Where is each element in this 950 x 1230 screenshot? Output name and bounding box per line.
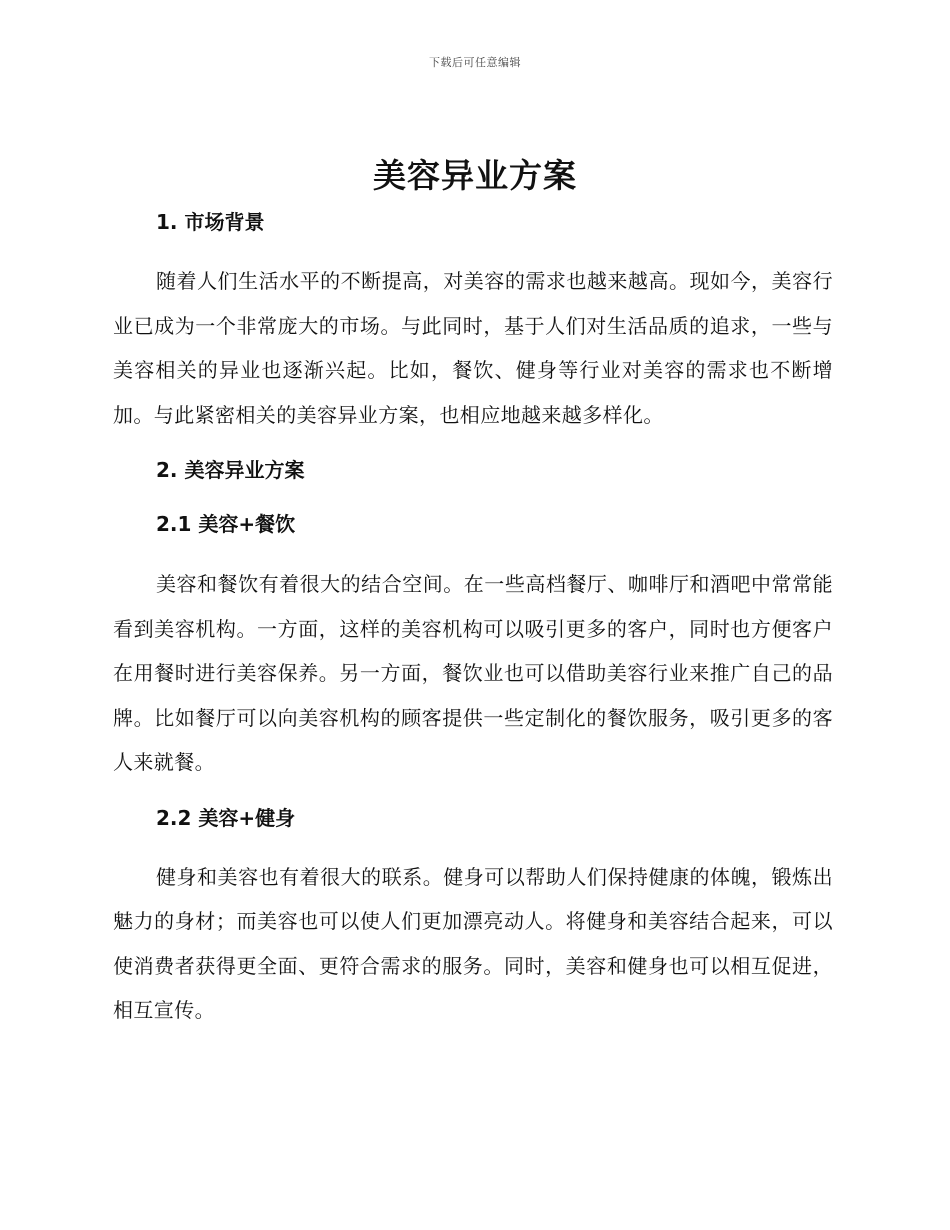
subsection-heading-beauty-fitness: 2.2 美容+健身 bbox=[156, 805, 296, 830]
paragraph-market-background: 随着人们生活水平的不断提高，对美容的需求也越来越高。现如今，美容行业已成为一个非常庞大的市场。与此同时，基于人们对生活品质的追求，一些与美容相关的异业也逐渐兴起。比如，餐饮、健身等行业对美容的需求也不断增加。与此紧密相关的美容异业方案，也相应地越来越多样化。 bbox=[113, 269, 833, 427]
page-header-note: 下载后可任意编辑 bbox=[429, 56, 521, 69]
document-body bbox=[113, 205, 833, 1033]
paragraph-beauty-dining: 美容和餐饮有着很大的结合空间。在一些高档餐厅、咖啡厅和酒吧中常常能看到美容机构。一方面，这样的美容机构可以吸引更多的客户，同时也方便客户在用餐时进行美容保养。另一方面，餐饮业也可以借助美容行业来推广自己的品牌。比如餐厅可以向美容机构的顾客提供一些定制化的餐饮服务，吸引更多的客人来就餐。 bbox=[113, 572, 833, 774]
paragraph-beauty-fitness: 健身和美容也有着很大的联系。健身可以帮助人们保持健康的体魄，锻炼出魅力的身材；而美容也可以使人们更加漂亮动人。将健身和美容结合起来，可以使消费者获得更全面、更符合需求的服务。同时，美容和健身也可以相互促进，相互宣传。 bbox=[113, 864, 833, 1022]
subsection-heading-beauty-dining: 2.1 美容+餐饮 bbox=[156, 512, 296, 536]
document-title: 美容异业方案 bbox=[373, 156, 577, 195]
section-heading-solutions: 2. 美容异业方案 bbox=[156, 458, 305, 482]
section-heading-market-background: 1. 市场背景 bbox=[156, 210, 265, 234]
